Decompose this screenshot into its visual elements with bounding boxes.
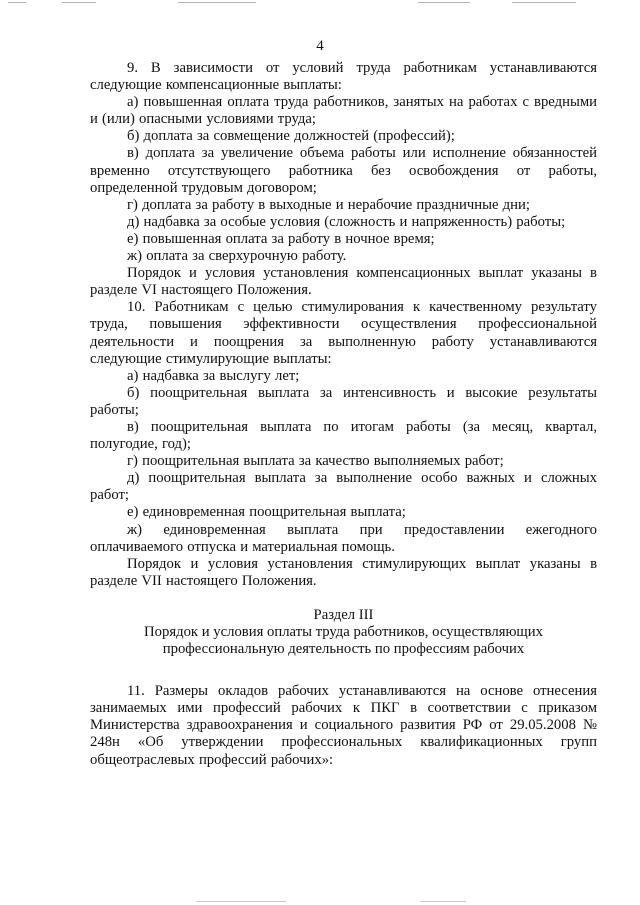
scan-mark	[512, 2, 576, 3]
scan-mark	[418, 2, 470, 3]
list-item-9d: г) доплата за работу в выходные и нерабочие праздничные дни;	[127, 196, 530, 213]
paragraph-11: 11. Размеры окладов рабочих устанавливаются на основе отнесения занимаемых ими профессий рабочих к ПКГ в соответствии с приказом Министерства здравоохранения и социального развития РФ от 29.05.2008 № 248н «Об утверждении профессиональных квалификационных групп общеотраслевых профессий рабочих»:	[90, 683, 597, 768]
scan-bottom-edge-marks	[0, 899, 640, 903]
scan-mark	[196, 901, 286, 902]
spacer	[90, 590, 597, 607]
document-body	[90, 60, 597, 769]
list-item-10b: б) поощрительная выплата за интенсивность и высокие результаты работы;	[90, 384, 597, 418]
scan-mark	[8, 2, 26, 3]
scan-mark	[62, 2, 96, 3]
spacer	[90, 658, 597, 683]
scan-mark	[420, 901, 466, 902]
paragraph-10-reference: Порядок и условия установления стимулирующих выплат указаны в разделе VII настоящего Положения.	[90, 555, 597, 589]
list-item-10g: ж) единовременная выплата при предоставлении ежегодного оплачиваемого отпуска и материальная помощь.	[90, 521, 597, 555]
list-item-9g: ж) оплата за сверхурочную работу.	[127, 248, 347, 265]
list-item-10c: в) поощрительная выплата по итогам работы (за месяц, квартал, полугодие, год);	[90, 418, 597, 453]
list-item-10f: е) единовременная поощрительная выплата;	[127, 504, 406, 521]
scan-mark	[178, 2, 256, 3]
list-item-9e: д) надбавка за особые условия (сложность и напряженность) работы;	[127, 213, 566, 230]
page-number: 4	[316, 38, 324, 54]
paragraph-9-reference: Порядок и условия установления компенсационных выплат указаны в разделе VI настоящего Положения.	[90, 265, 597, 299]
list-item-9c: в) доплата за увеличение объема работы или исполнение обязанностей временно отсутствующего работника без освобождения от работы, определенной трудовым договором;	[90, 145, 597, 196]
scan-top-edge-marks	[0, 0, 640, 6]
section-subtitle-line-2: профессиональную деятельность по профессиям рабочих	[162, 641, 525, 658]
section-title: Раздел III	[313, 606, 374, 623]
paragraph-10-intro: 10. Работникам с целью стимулирования к качественному результату труда, повышения эффективности осуществления профессиональной деятельности и поощрения за выполненную работу устанавливаются следующие стимулирующие выплаты:	[90, 299, 597, 367]
paragraph-9-intro: 9. В зависимости от условий труда работникам устанавливаются следующие компенсационные выплаты:	[90, 60, 597, 94]
list-item-9a: а) повышенная оплата труда работников, занятых на работах с вредными и (или) опасными условиями труда;	[90, 94, 597, 128]
list-item-9f: е) повышенная оплата за работу в ночное время;	[127, 230, 435, 247]
list-item-10e: д) поощрительная выплата за выполнение особо важных и сложных работ;	[90, 470, 597, 504]
list-item-10d: г) поощрительная выплата за качество выполняемых работ;	[127, 453, 504, 470]
list-item-10a: а) надбавка за выслугу лет;	[127, 367, 300, 384]
list-item-9b: б) доплата за совмещение должностей (профессий);	[127, 128, 455, 145]
section-subtitle-line-1: Порядок и условия оплаты труда работников, осуществляющих	[144, 624, 543, 640]
